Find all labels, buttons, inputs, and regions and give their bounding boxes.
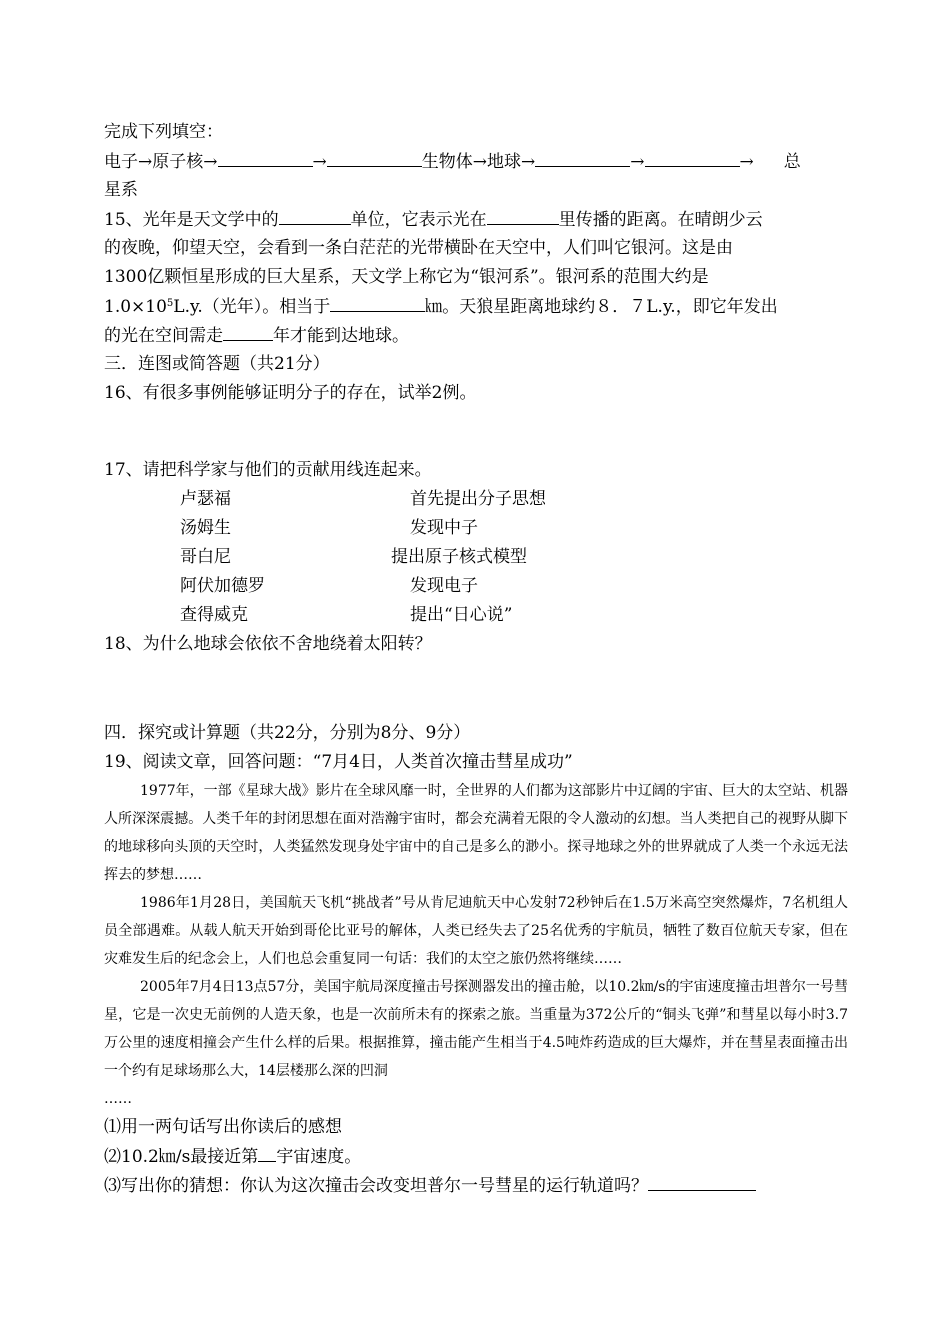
q19-blank-2[interactable] (648, 1171, 756, 1191)
q19-sub-3 (104, 1171, 848, 1200)
article-ellipsis: …… (104, 1091, 132, 1107)
q17-scientist[interactable]: 汤姆生 (180, 518, 231, 538)
q14-blank-4[interactable] (645, 147, 740, 167)
q15-text-3: 里传播的距离。在晴朗少云 (558, 210, 763, 230)
q14-chain-tail: 星系 (104, 180, 138, 200)
q18-answer-space[interactable] (104, 659, 848, 719)
q17-scientist[interactable]: 哥白尼 (180, 547, 231, 567)
q17-text: 17、请把科学家与他们的贡献用线连起来。 (104, 460, 432, 480)
q18-text: 18、为什么地球会依依不舍地绕着太阳转？ (104, 634, 432, 654)
q17-contribution[interactable]: 发现电子 (410, 576, 478, 596)
q15-text-6: 的光在空间需走 (104, 326, 223, 346)
q15-line-1 (104, 205, 848, 234)
section-3-title: 三．连图或简答题（共21分） (104, 354, 330, 374)
q14-arrow-2: → (630, 152, 645, 172)
q17-scientist[interactable]: 查得威克 (180, 605, 248, 625)
q17-contribution[interactable]: 提出“日心说” (410, 605, 513, 625)
q17-contribution[interactable]: 首先提出分子思想 (410, 489, 546, 509)
q15-line-5 (104, 321, 848, 350)
q19-sub-2-text-b: 宇宙速度。 (276, 1147, 362, 1167)
q19-sub-1: ⑴用一两句话写出你读后的感想 (104, 1117, 342, 1137)
q14-blank-1[interactable] (218, 147, 313, 167)
q16-answer-space[interactable] (104, 408, 848, 456)
q14-arrow-1: → (312, 152, 327, 172)
q15-blank-2[interactable] (487, 205, 559, 225)
q15-text-1: 15、光年是天文学中的 (104, 210, 279, 230)
q15-text-7: 年才能到达地球。 (273, 326, 409, 346)
q16-text: 16、有很多事例能够证明分子的存在，试举2例。 (104, 383, 477, 403)
q19-blank-1[interactable] (258, 1142, 276, 1162)
q17-row (104, 572, 848, 601)
q14-chain-start: 电子→原子核→ (104, 152, 218, 172)
article-paragraph-2: 1986年1月28日，美国航天飞机“挑战者”号从肯尼迪航天中心发射72秒钟后在1.5万米高空突然爆炸，7名机组人员全部遇难。从载人航天开始到哥伦比亚号的解体，人类已经失去了25名优秀的宇航员，牺牲了数百位航天专家，但在灾难发生后的纪念会上，人们也总会重复同一句话：我们的太空之旅仍然将继续…… (104, 895, 848, 967)
q17-scientist[interactable]: 卢瑟福 (180, 489, 231, 509)
q15-text-4: L.y.（光年）。相当于 (173, 297, 331, 317)
section-4-title: 四．探究或计算题（共22分，分别为8分、9分） (104, 723, 471, 743)
q19-sub-2 (104, 1142, 848, 1171)
exam-page (104, 118, 848, 1200)
q15-text-2: 单位，它表示光在 (350, 210, 487, 230)
article-paragraph-1: 1977年，一部《星球大战》影片在全球风靡一时，全世界的人们都为这部影片中辽阔的宇宙、巨大的太空站、机器人所深深震撼。人类千年的封闭思想在面对浩瀚宇宙时，都会充满着无限的令人激动的幻想。当人类把自己的视野从脚下的地球移向头顶的天空时，人类猛然发现身处宇宙中的自己是多么的渺小。探寻地球之外的世界就成了人类一个永远无法挥去的梦想…… (104, 783, 848, 883)
q19-sub-2-text-a: ⑵10.2㎞/s最接近第 (104, 1147, 259, 1167)
q19-sub-3-text: ⑶写出你的猜想：你认为这次撞击会改变坦普尔一号彗星的运行轨道吗？ (104, 1176, 648, 1196)
q14-blank-2[interactable] (327, 147, 422, 167)
q17-row (104, 514, 848, 543)
q15-blank-1[interactable] (279, 205, 351, 225)
q14-arrow-3: → (739, 152, 754, 172)
q15-text-5: ㎞。天狼星距离地球约８．７L.y.，即它年发出 (425, 297, 778, 317)
q19-article (104, 777, 848, 1113)
q14-chain-middle: 生物体→地球→ (421, 152, 536, 172)
q15-blank-3[interactable] (330, 292, 425, 312)
q15-line-2: 的夜晚，仰望天空，会看到一条白茫茫的光带横卧在天空中，人们叫它银河。这是由 (104, 238, 733, 258)
q15-line-3: 1300亿颗恒星形成的巨大星系，天文学上称它为“银河系”。银河系的范围大约是 (104, 267, 709, 287)
q15-blank-4[interactable] (223, 321, 273, 341)
q14-chain-end: 总 (783, 152, 801, 172)
q19-text: 19、阅读文章，回答问题：“7月4日，人类首次撞击彗星成功” (104, 752, 573, 772)
q17-row (104, 543, 848, 572)
q17-contribution[interactable]: 提出原子核式模型 (391, 547, 527, 567)
q17-contribution[interactable]: 发现中子 (410, 518, 478, 538)
article-paragraph-3: 2005年7月4日13点57分，美国宇航局深度撞击号探测器发出的撞击舱，以10.2㎞/s的宇宙速度撞击坦普尔一号彗星，它是一次史无前例的人造天象，也是一次前所未有的探索之旅。当重量为372公斤的“铜头飞弹”和彗星以每小时3.7万公里的速度相撞会产生什么样的后果。根据推算，撞击能产生相当于4.5吨炸药造成的巨大爆炸，并在彗星表面撞击出一个约有足球场那么大，14层楼那么深的凹洞 (104, 979, 848, 1079)
q15-exponent: 5 (166, 298, 174, 309)
q17-scientist[interactable]: 阿伏加德罗 (180, 576, 265, 596)
q14-chain (104, 147, 848, 176)
q17-row (104, 485, 848, 514)
q14-blank-3[interactable] (535, 147, 630, 167)
q17-row (104, 601, 848, 630)
q15-value: 1.0×10 (104, 297, 167, 317)
q15-line-4 (104, 292, 848, 321)
q14-instruction: 完成下列填空： (104, 122, 223, 142)
